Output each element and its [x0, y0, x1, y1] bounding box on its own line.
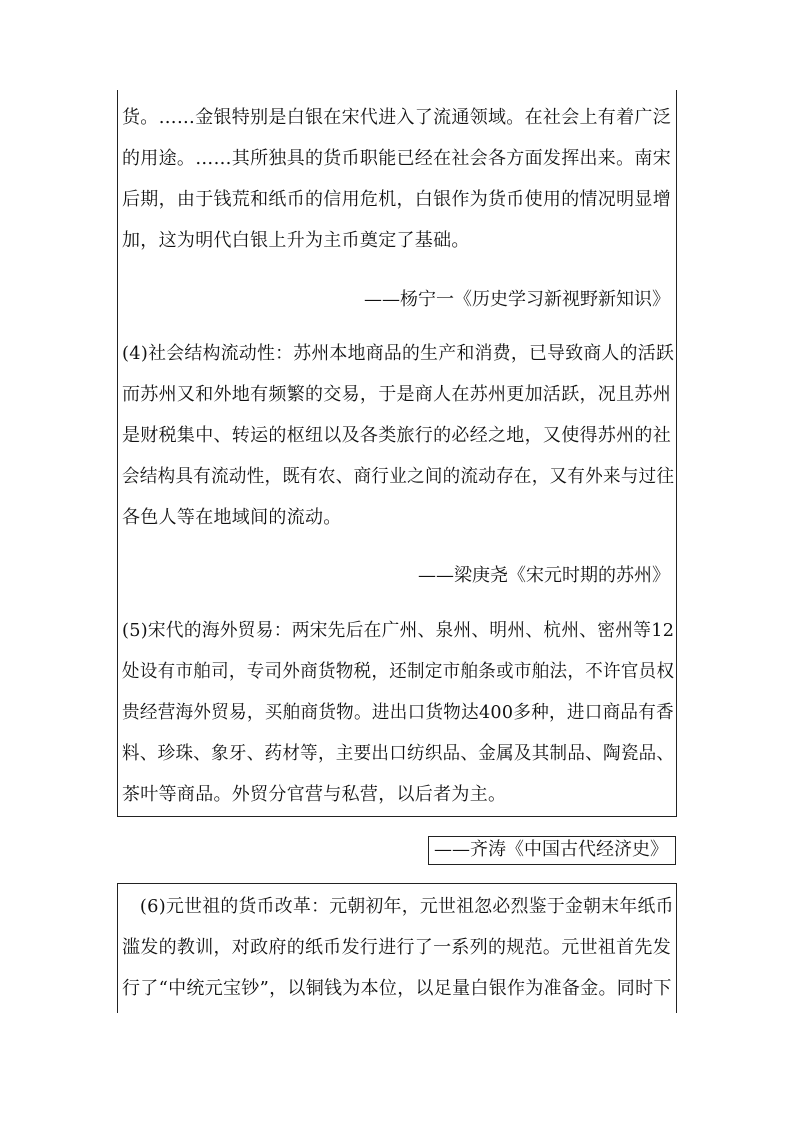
text-line: 加，这为明代白银上升为主币奠定了基础。 — [122, 230, 470, 251]
text-line: (6)元世祖的货币改革：元朝初年，元世祖忽必烈鉴于金朝末年纸币 — [139, 896, 674, 917]
paragraph-yuan-currency-reform — [122, 886, 674, 1009]
text-line: (5)宋代的海外贸易：两宋先后在广州、泉州、明州、杭州、密州等12 — [122, 620, 675, 641]
text-line: 各色人等在地域间的流动。 — [122, 507, 342, 528]
text-line: 贵经营海外贸易，买舶商货物。进出口货物达400多种，进口商品有香 — [122, 702, 674, 723]
citation-qi-tao: ——齐涛《中国古代经济史》 — [434, 839, 668, 860]
text-line: 的用途。……其所独具的货币职能已经在社会各方面发挥出来。南宋 — [122, 148, 671, 169]
citation-yang-ningyi: ——杨宁一《历史学习新视野新知识》 — [364, 289, 670, 310]
text-line: 货。……金银特别是白银在宋代进入了流通领域。在社会上有着广泛 — [122, 107, 671, 128]
table-right-border — [676, 90, 677, 817]
text-line: 茶叶等商品。外贸分官营与私营，以后者为主。 — [122, 784, 507, 805]
paragraph-suzhou-social-mobility — [122, 333, 674, 538]
text-line: 是财税集中、转运的枢纽以及各类旅行的必经之地，又使得苏州的社 — [122, 425, 671, 446]
text-line: 后期，由于钱荒和纸币的信用危机，白银作为货币使用的情况明显增 — [122, 189, 671, 210]
citation-liang-gengyao: ——梁庚尧《宋元时期的苏州》 — [418, 565, 670, 586]
paragraph-song-overseas-trade — [122, 610, 674, 815]
table2-right-border — [676, 883, 677, 1013]
table-bottom-border — [117, 816, 677, 817]
table2-top-border — [117, 883, 677, 884]
text-line: 行了“中统元宝钞”，以铜钱为本位，以足量白银作为准备金。同时下 — [122, 978, 672, 999]
text-line: 滥发的教训，对政府的纸币发行进行了一系列的规范。元世祖首先发 — [122, 937, 671, 958]
text-line: 会结构具有流动性，既有农、商行业之间的流动存在，又有外来与过往 — [122, 466, 675, 487]
text-line: 而苏州又和外地有频繁的交易，于是商人在苏州更加活跃，况且苏州 — [122, 384, 671, 405]
text-line: (4)社会结构流动性：苏州本地商品的生产和消费，已导致商人的活跃 — [122, 343, 675, 364]
table2-left-border — [117, 883, 118, 1013]
paragraph-silver-currency — [122, 97, 674, 261]
text-line: 料、珍珠、象牙、药材等，主要出口纺织品、金属及其制品、陶瓷品、 — [122, 743, 675, 764]
table-left-border — [117, 90, 118, 817]
text-line: 处设有市舶司，专司外商货物税，还制定市舶条或市舶法，不许官员权 — [122, 661, 675, 682]
